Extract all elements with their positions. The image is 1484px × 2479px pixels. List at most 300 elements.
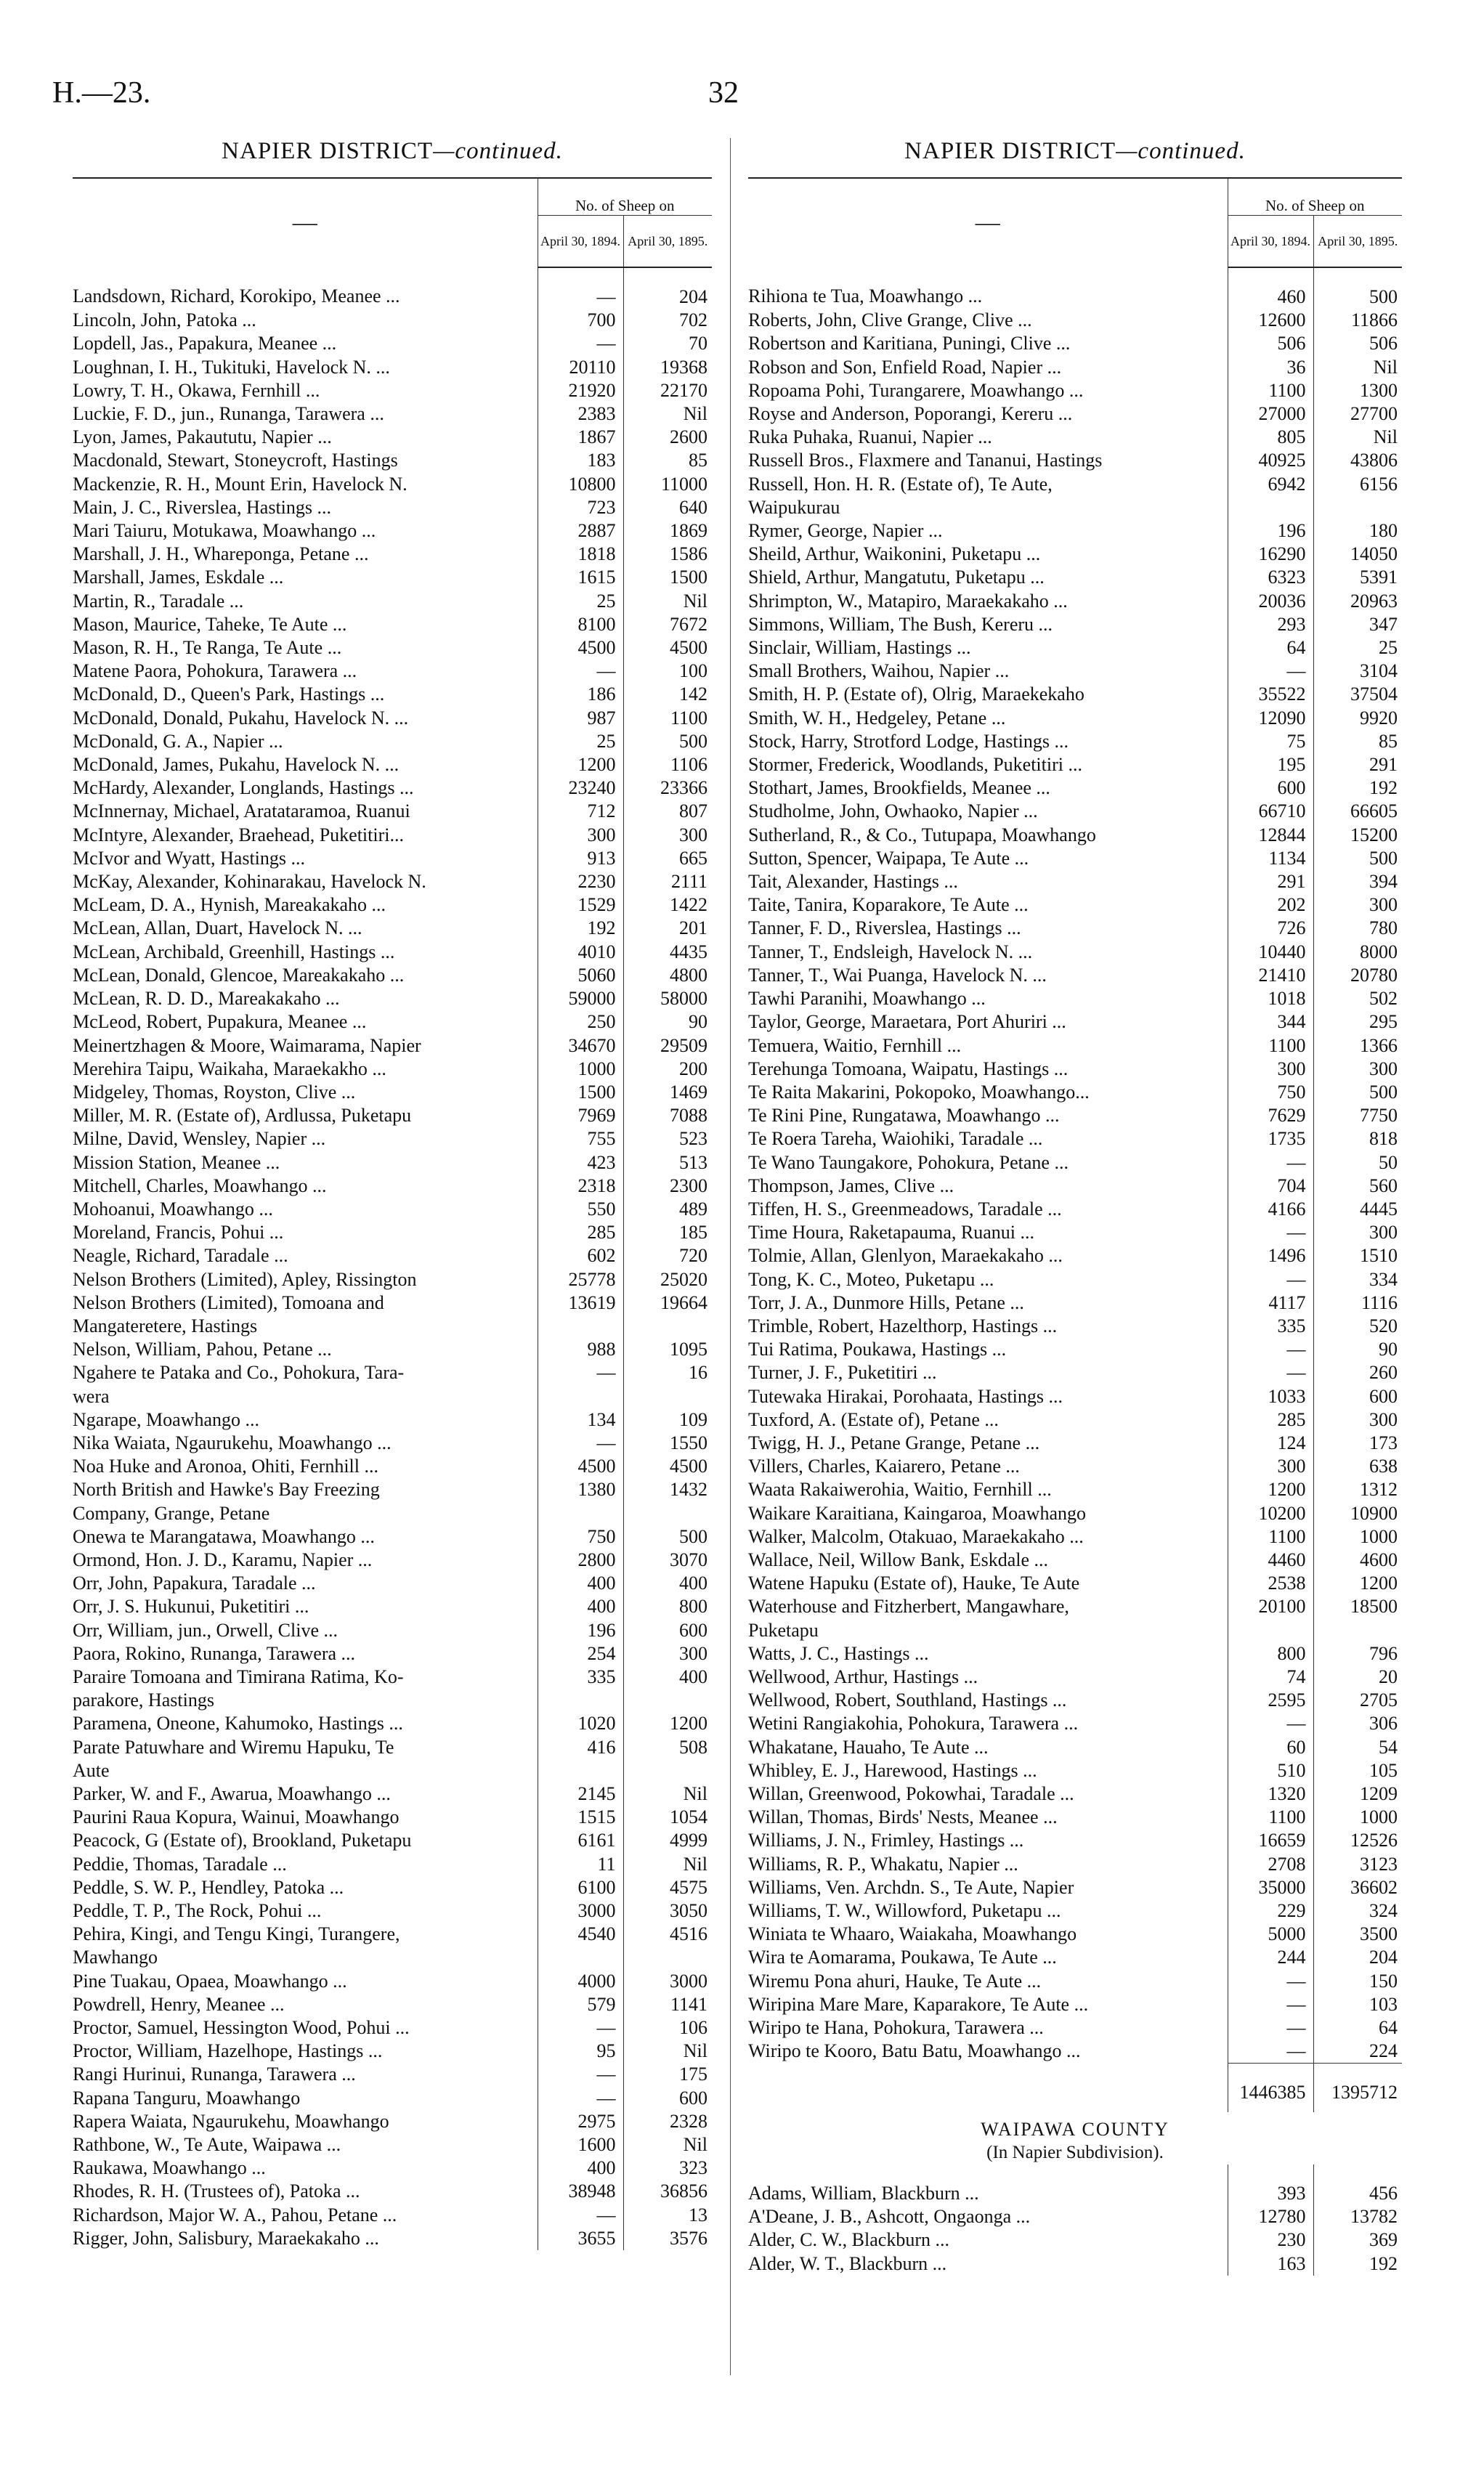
table-row bbox=[748, 1782, 1402, 1806]
owner-name: Nelson, William, Pahou, Petane ... bbox=[73, 1339, 332, 1360]
table-row bbox=[73, 1923, 712, 1946]
sheep-1894: 1320 bbox=[1228, 1782, 1313, 1806]
owner-name: Tong, K. C., Moteo, Puketapu ... bbox=[748, 1268, 994, 1290]
table-row bbox=[73, 1174, 712, 1198]
table-row bbox=[73, 356, 712, 379]
table-row bbox=[73, 917, 712, 940]
sheep-1894: — bbox=[1228, 1993, 1313, 2016]
table-row bbox=[73, 1010, 712, 1034]
right-col-1895: April 30, 1895. bbox=[1313, 216, 1402, 268]
sheep-1894: 400 bbox=[538, 1595, 623, 1618]
sheep-1895: 20 bbox=[1313, 1665, 1402, 1689]
sheep-1895: 295 bbox=[1313, 1010, 1402, 1034]
owner-name: Tolmie, Allan, Glenlyon, Maraekakaho ... bbox=[748, 1245, 1063, 1267]
sheep-1895: 18500 bbox=[1313, 1595, 1402, 1618]
table-row bbox=[73, 332, 712, 355]
sheep-1894: 335 bbox=[538, 1665, 623, 1689]
sheep-1894: 230 bbox=[1228, 2228, 1313, 2252]
table-row bbox=[73, 824, 712, 847]
left-title-main: NAPIER DISTRICT bbox=[222, 138, 434, 164]
owner-name: Rhodes, R. H. (Trustees of), Patoka ... bbox=[73, 2180, 360, 2202]
sheep-1895: 500 bbox=[1313, 267, 1402, 309]
sheep-1895: 1366 bbox=[1313, 1034, 1402, 1058]
table-row bbox=[748, 2252, 1402, 2276]
sheep-1894: 2383 bbox=[538, 402, 623, 426]
sheep-1894: — bbox=[1228, 2040, 1313, 2064]
sheep-1895: Nil bbox=[623, 402, 712, 426]
table-row bbox=[73, 1408, 712, 1432]
table-row bbox=[73, 309, 712, 332]
sheep-1895: 58000 bbox=[623, 987, 712, 1010]
sheep-1895: 175 bbox=[623, 2063, 712, 2086]
sheep-1895: 4999 bbox=[623, 1829, 712, 1852]
sheep-1895: 224 bbox=[1313, 2040, 1402, 2064]
sheep-1894: 4166 bbox=[1228, 1198, 1313, 1221]
right-title-main: NAPIER DISTRICT bbox=[904, 138, 1116, 164]
table-row bbox=[73, 2180, 712, 2203]
owner-name: Mangateretere, Hastings bbox=[73, 1315, 258, 1336]
table-row bbox=[73, 1946, 712, 1969]
sheep-1895: 29509 bbox=[623, 1034, 712, 1058]
owner-name: Rapera Waiata, Ngaurukehu, Moawhango bbox=[73, 2110, 389, 2132]
sheep-1894: 704 bbox=[1228, 1174, 1313, 1198]
sheep-1894: 195 bbox=[1228, 753, 1313, 776]
table-row bbox=[73, 707, 712, 730]
sheep-1895: 20780 bbox=[1313, 964, 1402, 987]
sheep-1895: 9920 bbox=[1313, 707, 1402, 730]
sheep-1895: 3104 bbox=[1313, 660, 1402, 683]
sheep-1895: 85 bbox=[1313, 730, 1402, 753]
sheep-1895: 300 bbox=[1313, 1408, 1402, 1432]
table-row bbox=[748, 660, 1402, 683]
sheep-1895: 1510 bbox=[1313, 1244, 1402, 1267]
sheep-1894: 1600 bbox=[538, 2133, 623, 2157]
sheep-1895: 4800 bbox=[623, 964, 712, 987]
table-row bbox=[73, 496, 712, 519]
sheep-1894: 8100 bbox=[538, 613, 623, 636]
sheep-1895: 780 bbox=[1313, 917, 1402, 940]
table-row bbox=[73, 1970, 712, 1993]
sheep-1894: 988 bbox=[538, 1338, 623, 1361]
owner-name: Te Wano Taungakore, Pohokura, Petane ... bbox=[748, 1151, 1069, 1173]
table-row bbox=[73, 753, 712, 776]
owner-name: Whakatane, Hauaho, Te Aute ... bbox=[748, 1736, 989, 1758]
sheep-1894: 1020 bbox=[538, 1712, 623, 1735]
owner-name: Rihiona te Tua, Moawhango ... bbox=[748, 285, 983, 307]
sheep-1894: 20100 bbox=[1228, 1595, 1313, 1618]
county-title: WAIPAWA COUNTY bbox=[981, 2118, 1169, 2140]
sheep-1894: 21410 bbox=[1228, 964, 1313, 987]
sheep-1894: 20110 bbox=[538, 356, 623, 379]
table-row bbox=[748, 847, 1402, 870]
sheep-1895: 185 bbox=[623, 1221, 712, 1244]
table-row bbox=[748, 1104, 1402, 1127]
table-row bbox=[73, 1478, 712, 1501]
left-sheep-table bbox=[73, 177, 712, 2250]
sheep-1895: 6156 bbox=[1313, 473, 1402, 496]
sheep-1895: 720 bbox=[623, 1244, 712, 1267]
table-row bbox=[748, 426, 1402, 449]
table-row bbox=[748, 519, 1402, 543]
table-row bbox=[73, 1385, 712, 1408]
table-row bbox=[73, 1502, 712, 1525]
owner-name: Rymer, George, Napier ... bbox=[748, 520, 943, 542]
sheep-1895: 600 bbox=[623, 2087, 712, 2110]
left-col-1895: April 30, 1895. bbox=[623, 216, 712, 268]
sheep-1894: 2708 bbox=[1228, 1853, 1313, 1876]
owner-name: Wiremu Pona ahuri, Hauke, Te Aute ... bbox=[748, 1970, 1042, 1992]
sheep-1895: 334 bbox=[1313, 1268, 1402, 1291]
sheep-1894: 1496 bbox=[1228, 1244, 1313, 1267]
sheep-1894: 25 bbox=[538, 730, 623, 753]
sheep-1895: 1422 bbox=[623, 893, 712, 917]
left-col-1894: April 30, 1894. bbox=[538, 216, 623, 268]
sheep-1895: 1106 bbox=[623, 753, 712, 776]
sheep-1894: — bbox=[1228, 1361, 1313, 1384]
owner-name: Miller, M. R. (Estate of), Ardlussa, Puketapu bbox=[73, 1105, 412, 1127]
owner-name: Powdrell, Henry, Meanee ... bbox=[73, 1993, 285, 2015]
sheep-1894: 12090 bbox=[1228, 707, 1313, 730]
sheep-1895: 37504 bbox=[1313, 683, 1402, 706]
owner-name: Ngarape, Moawhango ... bbox=[73, 1408, 260, 1430]
sheep-1894: 10200 bbox=[1228, 1502, 1313, 1525]
table-row bbox=[748, 1619, 1402, 1642]
sheep-1895 bbox=[1313, 1619, 1402, 1642]
sheep-1895: 502 bbox=[1313, 987, 1402, 1010]
right-title-cont: —continued. bbox=[1116, 138, 1246, 164]
owner-name: Russell Bros., Flaxmere and Tananui, Hastings bbox=[748, 450, 1103, 471]
owner-name: Taite, Tanira, Koparakore, Te Aute ... bbox=[748, 894, 1029, 916]
table-row bbox=[748, 1244, 1402, 1267]
sheep-1894: 2800 bbox=[538, 1549, 623, 1572]
owner-name: Roberts, John, Clive Grange, Clive ... bbox=[748, 309, 1032, 331]
sheep-1894: 4500 bbox=[538, 636, 623, 660]
table-row bbox=[73, 893, 712, 917]
sheep-1894: 35000 bbox=[1228, 1876, 1313, 1899]
sheep-1895: 20963 bbox=[1313, 590, 1402, 613]
sheep-1895: 796 bbox=[1313, 1642, 1402, 1665]
right-sheep-table bbox=[748, 177, 1402, 2276]
sheep-1894: 196 bbox=[1228, 519, 1313, 543]
table-row bbox=[748, 1993, 1402, 2016]
owner-name: Tiffen, H. S., Greenmeadows, Taradale ... bbox=[748, 1198, 1062, 1220]
sheep-1894: — bbox=[538, 2204, 623, 2227]
owner-name: North British and Hawke's Bay Freezing bbox=[73, 1479, 380, 1501]
sheep-1894: 1100 bbox=[1228, 1034, 1313, 1058]
right-column bbox=[748, 138, 1402, 2276]
owner-name: Ruka Puhaka, Ruanui, Napier ... bbox=[748, 426, 992, 448]
sheep-1895: 1141 bbox=[623, 1993, 712, 2016]
sheep-1895: 300 bbox=[623, 824, 712, 847]
sheep-1894: 4460 bbox=[1228, 1549, 1313, 1572]
sheep-1894: 2145 bbox=[538, 1782, 623, 1806]
sheep-1894: 460 bbox=[1228, 267, 1313, 309]
sheep-1894 bbox=[538, 1946, 623, 1969]
table-row bbox=[73, 800, 712, 823]
owner-name: Royse and Anderson, Poporangi, Kereru ... bbox=[748, 403, 1073, 425]
owner-name: Temuera, Waitio, Fernhill ... bbox=[748, 1034, 962, 1056]
sheep-1894: 2887 bbox=[538, 519, 623, 543]
table-row bbox=[73, 267, 712, 309]
sheep-1894: — bbox=[1228, 1712, 1313, 1735]
table-row bbox=[73, 1759, 712, 1782]
owner-name: Wiripina Mare Mare, Kaparakore, Te Aute ... bbox=[748, 1993, 1089, 2015]
owner-name: Marshall, J. H., Whareponga, Petane ... bbox=[73, 543, 369, 565]
owner-name: Rigger, John, Salisbury, Maraekakaho ... bbox=[73, 2227, 379, 2249]
table-row bbox=[748, 707, 1402, 730]
sheep-1894: 1000 bbox=[538, 1058, 623, 1081]
sheep-1894: 726 bbox=[1228, 917, 1313, 940]
sheep-1894: 805 bbox=[1228, 426, 1313, 449]
table-row bbox=[73, 1712, 712, 1735]
owner-name: Matene Paora, Pohokura, Tarawera ... bbox=[73, 660, 357, 682]
table-row bbox=[748, 1408, 1402, 1432]
table-row bbox=[73, 1081, 712, 1104]
table-row bbox=[748, 1081, 1402, 1104]
owner-name: Pehira, Kingi, and Tengu Kingi, Turangere, bbox=[73, 1923, 400, 1945]
owner-name: Alder, C. W., Blackburn ... bbox=[748, 2229, 949, 2251]
owner-name: Rapana Tanguru, Moawhango bbox=[73, 2087, 301, 2109]
table-row bbox=[73, 1619, 712, 1642]
owner-name: Paraire Tomoana and Timirana Ratima, Ko- bbox=[73, 1665, 404, 1687]
owner-name: Peddle, S. W. P., Hendley, Patoka ... bbox=[73, 1876, 344, 1898]
sheep-1894 bbox=[538, 1385, 623, 1408]
sheep-1894: 6161 bbox=[538, 1829, 623, 1852]
owner-name: Te Roera Tareha, Waiohiki, Taradale ... bbox=[748, 1128, 1043, 1150]
sheep-1895: 23366 bbox=[623, 776, 712, 800]
owner-name: Russell, Hon. H. R. (Estate of), Te Aute, bbox=[748, 473, 1053, 495]
table-row bbox=[73, 2110, 712, 2133]
table-row bbox=[73, 1244, 712, 1267]
owner-name: Twigg, H. J., Petane Grange, Petane ... bbox=[748, 1432, 1040, 1453]
owner-name: Parate Patuwhare and Wiremu Hapuku, Te bbox=[73, 1736, 394, 1758]
sheep-1894: 344 bbox=[1228, 1010, 1313, 1034]
sheep-1894: 712 bbox=[538, 800, 623, 823]
table-row bbox=[748, 473, 1402, 496]
owner-name: Watts, J. C., Hastings ... bbox=[748, 1642, 929, 1664]
sheep-1895: 300 bbox=[1313, 1058, 1402, 1081]
owner-name: Tuxford, A. (Estate of), Petane ... bbox=[748, 1408, 999, 1430]
table-row bbox=[748, 893, 1402, 917]
sheep-1895: 4500 bbox=[623, 1455, 712, 1478]
owner-name: McInnernay, Michael, Aratataramoa, Ruanui bbox=[73, 800, 410, 822]
sheep-1894: — bbox=[1228, 2016, 1313, 2040]
owner-name: Wellwood, Robert, Southland, Hastings ... bbox=[748, 1689, 1067, 1711]
owner-name: Stock, Harry, Strotford Lodge, Hastings ... bbox=[748, 730, 1069, 752]
owner-name: Paora, Rokino, Runanga, Tarawera ... bbox=[73, 1642, 356, 1664]
sheep-1895 bbox=[623, 1946, 712, 1969]
owner-name: Smith, H. P. (Estate of), Olrig, Maraekekaho bbox=[748, 683, 1084, 705]
sheep-1895: 291 bbox=[1313, 753, 1402, 776]
owner-name: Orr, J. S. Hukunui, Puketitiri ... bbox=[73, 1596, 309, 1618]
owner-name: Proctor, William, Hazelhope, Hastings ... bbox=[73, 2040, 383, 2062]
sheep-1895: 16 bbox=[623, 1361, 712, 1384]
sheep-1894: 755 bbox=[538, 1127, 623, 1151]
table-row bbox=[73, 1595, 712, 1618]
sheep-1895: 4516 bbox=[623, 1923, 712, 1946]
table-row bbox=[73, 2227, 712, 2250]
sheep-1895 bbox=[623, 1502, 712, 1525]
owner-name: Raukawa, Moawhango ... bbox=[73, 2157, 266, 2179]
sheep-1894: — bbox=[1228, 660, 1313, 683]
table-row bbox=[73, 1689, 712, 1712]
owner-name: Midgeley, Thomas, Royston, Clive ... bbox=[73, 1081, 356, 1103]
sheep-1894: 416 bbox=[538, 1736, 623, 1759]
table-row bbox=[748, 1315, 1402, 1338]
table-row bbox=[73, 1782, 712, 1806]
table-row bbox=[748, 1853, 1402, 1876]
sheep-1894: 4000 bbox=[538, 1970, 623, 1993]
sheep-1895: 300 bbox=[623, 1642, 712, 1665]
owner-name: Nelson Brothers (Limited), Apley, Rissington bbox=[73, 1268, 417, 1290]
sheep-1895: 90 bbox=[1313, 1338, 1402, 1361]
sheep-1894: 723 bbox=[538, 496, 623, 519]
owner-name: Willan, Greenwood, Pokowhai, Taradale ... bbox=[748, 1783, 1074, 1804]
owner-name: Martin, R., Taradale ... bbox=[73, 590, 244, 612]
sheep-1894: 510 bbox=[1228, 1759, 1313, 1782]
sheep-1894: 12600 bbox=[1228, 309, 1313, 332]
sheep-1894: 1018 bbox=[1228, 987, 1313, 1010]
column-divider bbox=[730, 138, 731, 2375]
owner-name: Whibley, E. J., Harewood, Hastings ... bbox=[748, 1759, 1037, 1781]
sheep-1895: 66605 bbox=[1313, 800, 1402, 823]
owner-name: Torr, J. A., Dunmore Hills, Petane ... bbox=[748, 1291, 1024, 1313]
table-row bbox=[748, 1665, 1402, 1689]
table-row bbox=[748, 1876, 1402, 1899]
sheep-1895: 192 bbox=[1313, 2252, 1402, 2276]
sheep-1895: 11866 bbox=[1313, 309, 1402, 332]
sheep-1894: 1500 bbox=[538, 1081, 623, 1104]
sheep-1895: 500 bbox=[1313, 1081, 1402, 1104]
owner-name: Time Houra, Raketapauma, Ruanui ... bbox=[748, 1222, 1035, 1243]
sheep-1894: 285 bbox=[1228, 1408, 1313, 1432]
owner-name: Landsdown, Richard, Korokipo, Meanee ... bbox=[73, 285, 400, 307]
sheep-1895: 3500 bbox=[1313, 1923, 1402, 1946]
sheep-1895: 180 bbox=[1313, 519, 1402, 543]
sheep-1895: 54 bbox=[1313, 1736, 1402, 1759]
right-table-body bbox=[748, 267, 1402, 2064]
sheep-1894: 196 bbox=[538, 1619, 623, 1642]
owner-name: Aute bbox=[73, 1759, 110, 1781]
sheep-1894: 25 bbox=[538, 590, 623, 613]
table-row bbox=[73, 683, 712, 706]
table-row bbox=[748, 1010, 1402, 1034]
owner-name: McLeod, Robert, Pupakura, Meanee ... bbox=[73, 1011, 367, 1033]
sheep-1895 bbox=[623, 1689, 712, 1712]
sheep-1895: Nil bbox=[1313, 356, 1402, 379]
owner-name: Lincoln, John, Patoka ... bbox=[73, 309, 256, 331]
right-sheep-header: No. of Sheep on bbox=[1228, 178, 1402, 216]
sheep-1895: 106 bbox=[623, 2016, 712, 2040]
sheep-1895: 523 bbox=[623, 1127, 712, 1151]
sheep-1894: 2230 bbox=[538, 870, 623, 893]
sheep-1895: 323 bbox=[623, 2157, 712, 2180]
table-row bbox=[748, 1198, 1402, 1221]
table-row bbox=[748, 730, 1402, 753]
sheep-1894: 6100 bbox=[538, 1876, 623, 1899]
owner-name: Lyon, James, Pakaututu, Napier ... bbox=[73, 426, 332, 448]
sheep-1894: 913 bbox=[538, 847, 623, 870]
owner-name: Tui Ratima, Poukawa, Hastings ... bbox=[748, 1339, 1007, 1360]
sheep-1894: 2975 bbox=[538, 2110, 623, 2133]
table-row bbox=[73, 1268, 712, 1291]
table-row bbox=[748, 941, 1402, 964]
owner-name: Mawhango bbox=[73, 1947, 158, 1968]
sheep-1895: 3000 bbox=[623, 1970, 712, 1993]
sheep-1895: 200 bbox=[623, 1058, 712, 1081]
owner-name: Smith, W. H., Hedgeley, Petane ... bbox=[748, 707, 1006, 729]
sheep-1894: 244 bbox=[1228, 1946, 1313, 1969]
table-row bbox=[73, 660, 712, 683]
table-row bbox=[748, 1151, 1402, 1174]
table-row bbox=[73, 613, 712, 636]
owner-name: A'Deane, J. B., Ashcott, Ongaonga ... bbox=[748, 2206, 1031, 2228]
table-row bbox=[73, 1525, 712, 1549]
sheep-1894 bbox=[538, 1689, 623, 1712]
sheep-1894: 293 bbox=[1228, 613, 1313, 636]
table-row bbox=[73, 473, 712, 496]
owner-name: Richardson, Major W. A., Pahou, Petane ... bbox=[73, 2204, 397, 2226]
sheep-1895: 36856 bbox=[623, 2180, 712, 2203]
sheep-1895: 1300 bbox=[1313, 379, 1402, 402]
table-row bbox=[748, 917, 1402, 940]
sheep-1895: 3576 bbox=[623, 2227, 712, 2250]
sheep-1894: — bbox=[538, 2087, 623, 2110]
owner-name: Williams, R. P., Whakatu, Napier ... bbox=[748, 1853, 1018, 1875]
owner-name: Tawhi Paranihi, Moawhango ... bbox=[748, 988, 986, 1010]
sheep-1895: 638 bbox=[1313, 1455, 1402, 1478]
sheep-1895: 4435 bbox=[623, 941, 712, 964]
sheep-1894: 38948 bbox=[538, 2180, 623, 2203]
sheep-1894: 23240 bbox=[538, 776, 623, 800]
sheep-1895: 600 bbox=[623, 1619, 712, 1642]
sheep-1895: 13782 bbox=[1313, 2205, 1402, 2228]
owner-name: Mohoanui, Moawhango ... bbox=[73, 1198, 273, 1220]
table-row bbox=[73, 2087, 712, 2110]
sheep-1894: 4540 bbox=[538, 1923, 623, 1946]
owner-name: Willan, Thomas, Birds' Nests, Meanee ... bbox=[748, 1806, 1058, 1828]
table-row bbox=[73, 636, 712, 660]
sheep-1894: 16659 bbox=[1228, 1829, 1313, 1852]
table-row bbox=[748, 776, 1402, 800]
sheep-1895: 142 bbox=[623, 683, 712, 706]
table-row bbox=[73, 1221, 712, 1244]
owner-name: McLeam, D. A., Hynish, Mareakakaho ... bbox=[73, 894, 386, 916]
sheep-1895: 36602 bbox=[1313, 1876, 1402, 1899]
sheep-1894: 16290 bbox=[1228, 543, 1313, 566]
sheep-1894: 1100 bbox=[1228, 1525, 1313, 1549]
table-row bbox=[748, 613, 1402, 636]
sheep-1894: 7969 bbox=[538, 1104, 623, 1127]
sheep-1895: 1500 bbox=[623, 566, 712, 589]
sheep-1895: 50 bbox=[1313, 1151, 1402, 1174]
sheep-1895: 1054 bbox=[623, 1806, 712, 1829]
sheep-1895: 1095 bbox=[623, 1338, 712, 1361]
sheep-1894 bbox=[538, 1759, 623, 1782]
table-row bbox=[73, 1104, 712, 1127]
sheep-1894: 4010 bbox=[538, 941, 623, 964]
sheep-1895: 8000 bbox=[1313, 941, 1402, 964]
owner-name: Nika Waiata, Ngaurukehu, Moawhango ... bbox=[73, 1432, 392, 1453]
sheep-1895: 300 bbox=[1313, 893, 1402, 917]
table-row bbox=[73, 1665, 712, 1689]
table-row bbox=[73, 964, 712, 987]
sheep-1895: 7088 bbox=[623, 1104, 712, 1127]
sheep-1895: 520 bbox=[1313, 1315, 1402, 1338]
owner-name: Puketapu bbox=[748, 1619, 819, 1641]
sheep-1895: 665 bbox=[623, 847, 712, 870]
sheep-1894: 987 bbox=[538, 707, 623, 730]
